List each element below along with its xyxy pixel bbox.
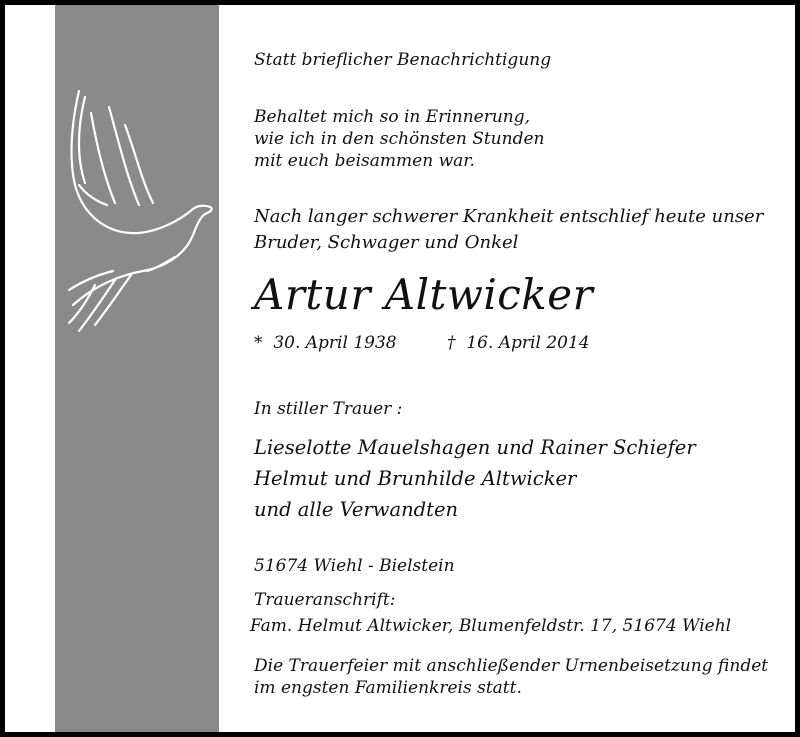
poem bbox=[254, 106, 544, 172]
location: 51674 Wiehl - Bielstein bbox=[254, 556, 455, 576]
mourning-heading: In stiller Trauer : bbox=[254, 399, 403, 419]
poem-line: Behaltet mich so in Erinnerung, bbox=[254, 107, 531, 127]
announcement bbox=[254, 204, 763, 256]
intro-text: Statt brieflicher Benachrichtigung bbox=[254, 50, 552, 70]
mourner-line: Lieselotte Mauelshagen und Rainer Schiefer bbox=[254, 436, 696, 459]
address: Fam. Helmut Altwicker, Blumenfeldstr. 17, 51674 Wiehl bbox=[250, 616, 732, 636]
death-date-row bbox=[447, 332, 590, 354]
announcement-line: Bruder, Schwager und Onkel bbox=[254, 232, 519, 253]
ceremony-line: im engsten Familienkreis statt. bbox=[254, 678, 522, 698]
mourner-line: und alle Verwandten bbox=[254, 498, 459, 521]
deceased-name: Artur Altwicker bbox=[254, 270, 594, 319]
mourners bbox=[254, 432, 696, 525]
poem-line: mit euch beisammen war. bbox=[254, 151, 475, 171]
mourner-line: Helmut und Brunhilde Altwicker bbox=[254, 467, 577, 490]
address-label: Traueranschrift: bbox=[254, 590, 396, 610]
birth-date-row bbox=[254, 332, 397, 354]
poem-line: wie ich in den schönsten Stunden bbox=[254, 129, 545, 149]
ceremony-line: Die Trauerfeier mit anschließender Urnenbeisetzung findet bbox=[254, 656, 769, 676]
birth-symbol: * bbox=[254, 333, 263, 353]
ceremony-note bbox=[254, 655, 768, 699]
birth-date: 30. April 1938 bbox=[273, 333, 397, 353]
cross-icon: † bbox=[447, 333, 456, 353]
announcement-line: Nach langer schwerer Krankheit entschlief heute unser bbox=[254, 206, 764, 227]
death-date: 16. April 2014 bbox=[466, 333, 590, 353]
dove-icon bbox=[55, 85, 219, 345]
